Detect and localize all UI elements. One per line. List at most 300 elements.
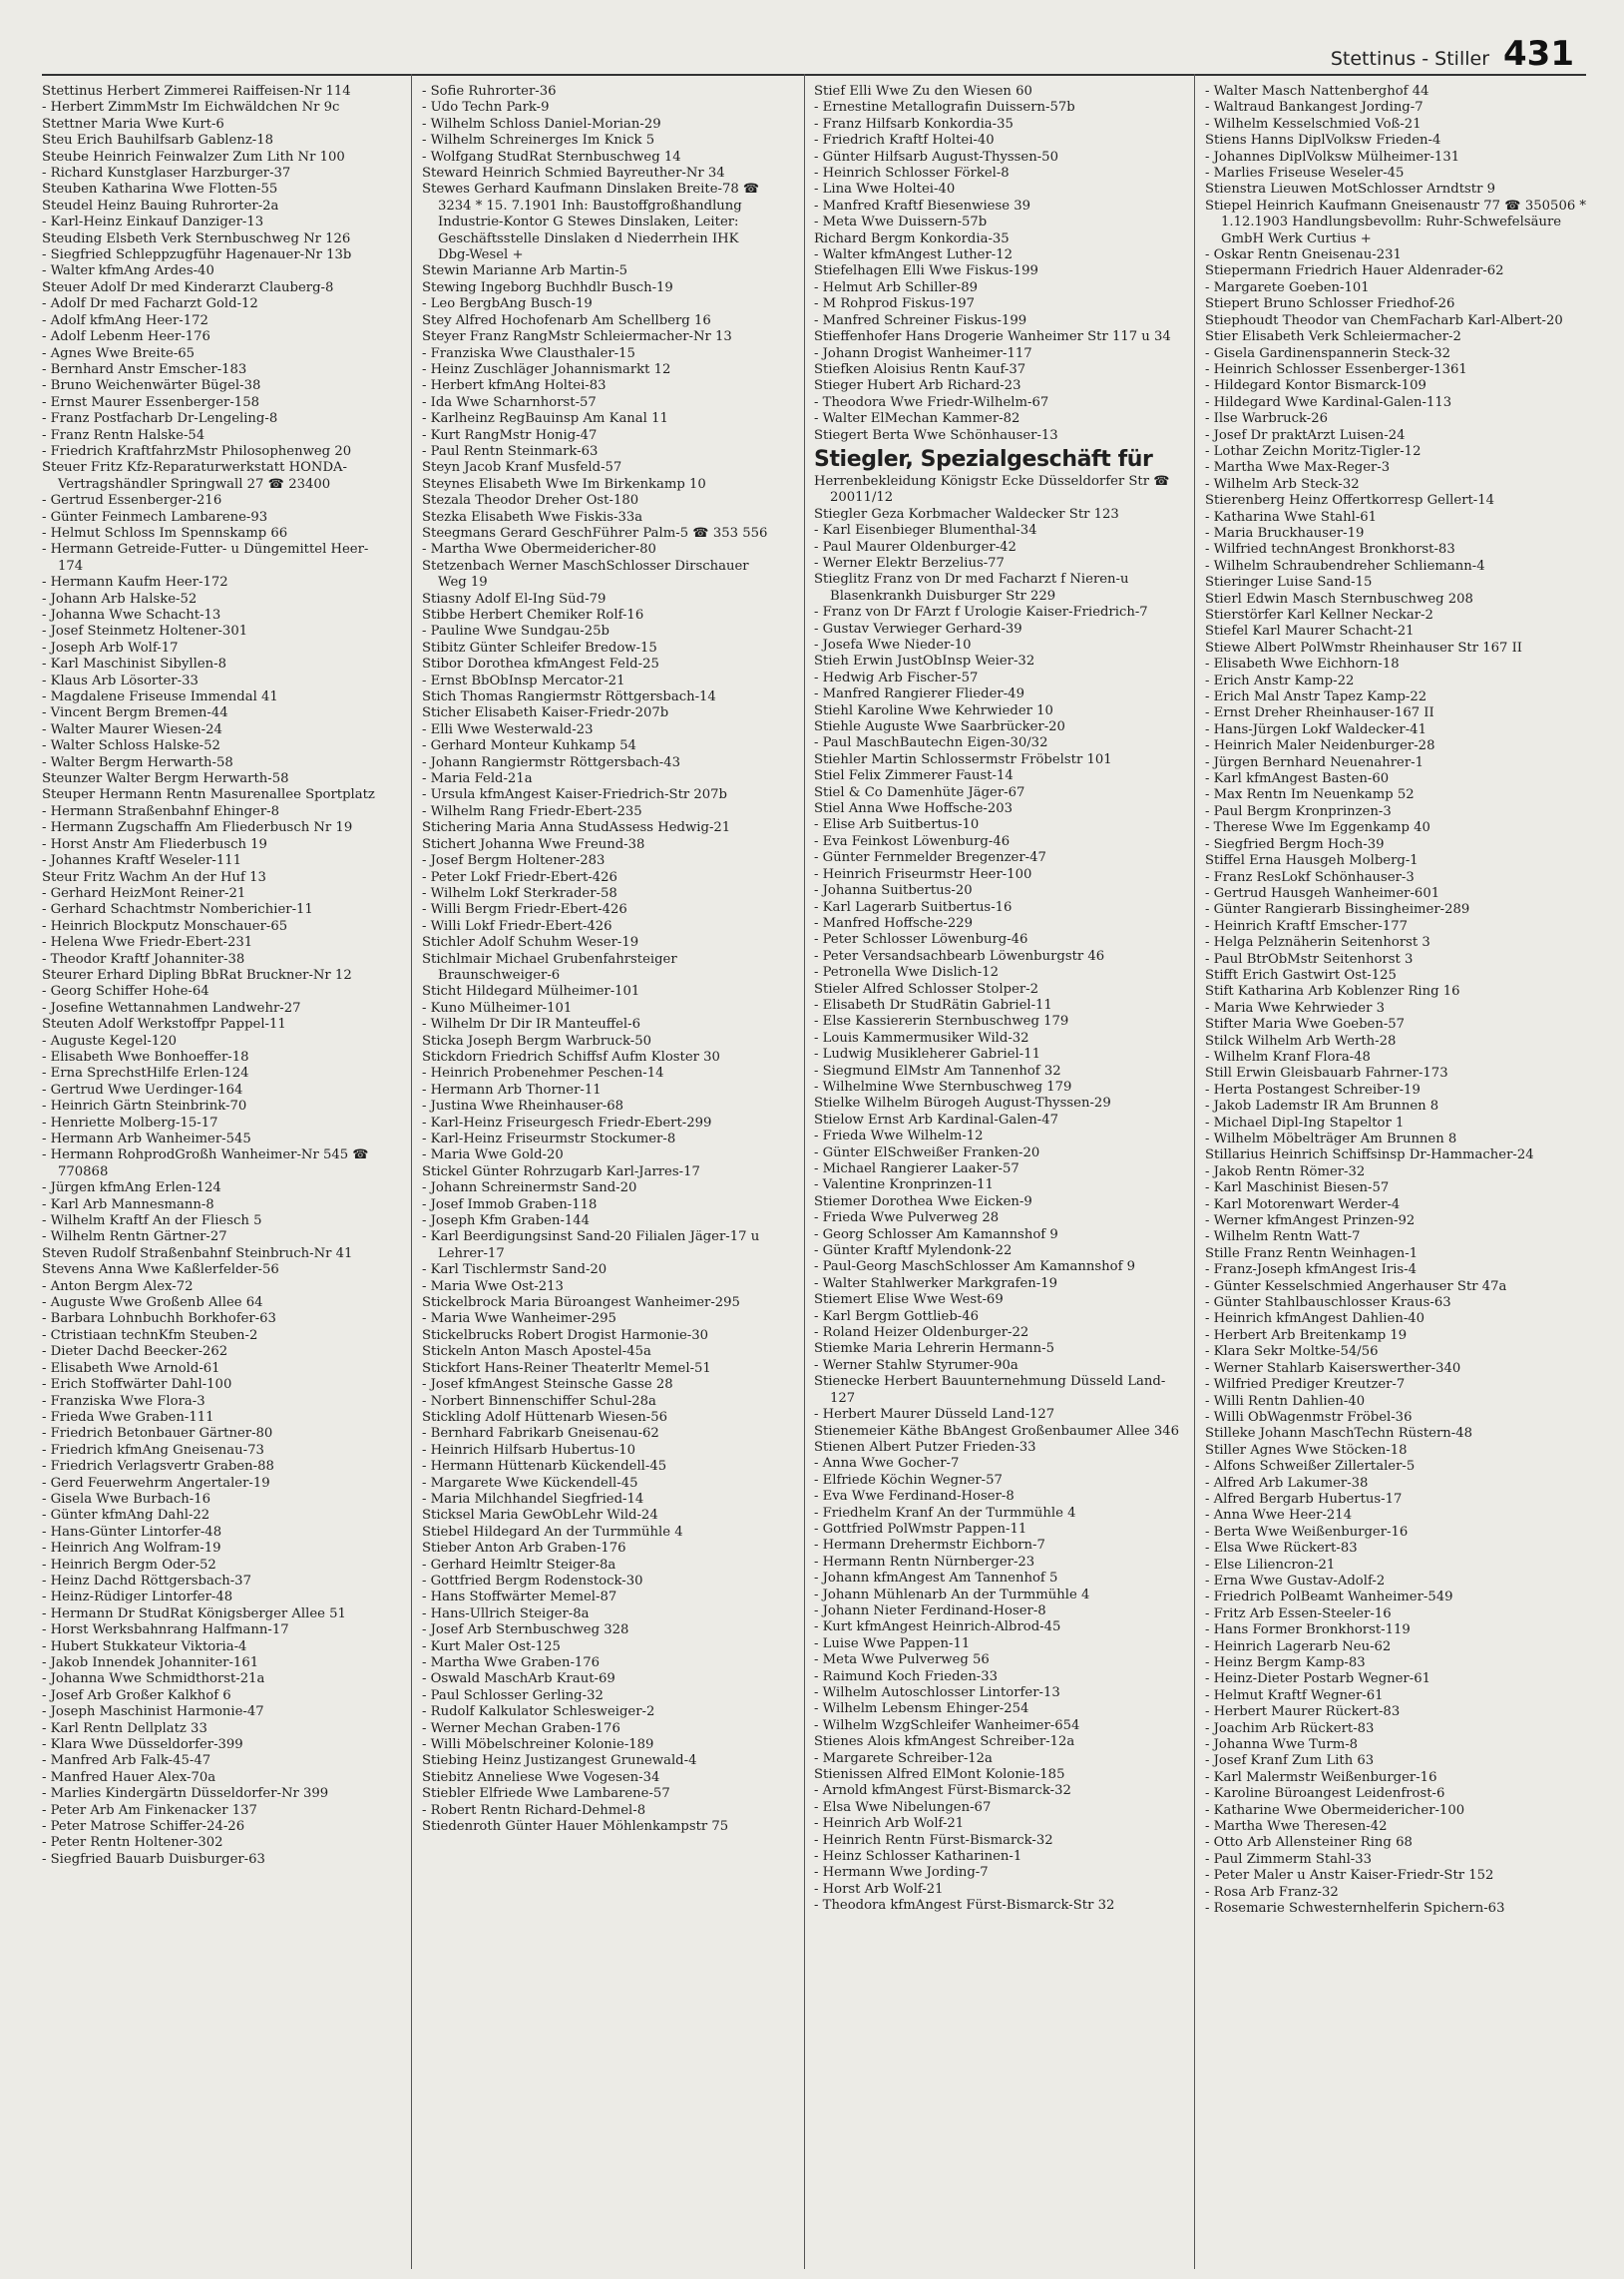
directory-entry: Stiehler Martin Schlossermstr Fröbelstr 101 xyxy=(814,751,1112,767)
directory-entry: - Walter Masch Nattenberghof 44 xyxy=(1205,84,1429,99)
directory-entry: - Frieda Wwe Wilhelm-12 xyxy=(814,1129,984,1144)
directory-entry: - Günter kfmAng Dahl-22 xyxy=(42,1508,210,1524)
directory-entry: Stiepert Bruno Schlosser Friedhof-26 xyxy=(1205,296,1455,312)
directory-entry: Stienecke Herbert Bauunternehmung Düsseld Land-127 xyxy=(814,1374,1166,1406)
directory-entry: - Paul Zimmerm Stahl-33 xyxy=(1205,1851,1373,1867)
directory-entry: - Friedrich PolBeamt Wanheimer-549 xyxy=(1205,1590,1453,1605)
directory-entry: - Erich Anstr Kamp-22 xyxy=(1205,673,1355,688)
directory-entry: - Meta Wwe Pulverweg 56 xyxy=(814,1652,990,1668)
directory-entry: - Elisabeth Wwe Eichhorn-18 xyxy=(1205,657,1400,673)
directory-entry: - Franz Hilfsarb Konkordia-35 xyxy=(814,116,1014,132)
directory-entry: Stielow Ernst Arb Kardinal-Galen-47 xyxy=(814,1112,1058,1128)
directory-entry: - Maria Feld-21a xyxy=(422,771,533,787)
directory-entry: - Paul Rentn Steinmark-63 xyxy=(422,443,599,459)
directory-entry: - Karl kfmAngest Basten-60 xyxy=(1205,771,1390,787)
directory-entry: - Werner Stahlarb Kaiserswerther-340 xyxy=(1205,1360,1461,1376)
directory-entry: Stift Katharina Arb Koblenzer Ring 16 xyxy=(1205,984,1460,1000)
directory-entry: Stiehle Auguste Wwe Saarbrücker-20 xyxy=(814,719,1065,735)
directory-entry: - Günter Stahlbauschlosser Kraus-63 xyxy=(1205,1295,1451,1311)
directory-entry: - Heinrich Bergm Oder-52 xyxy=(42,1557,216,1573)
directory-entry: - Johann Drogist Wanheimer-117 xyxy=(814,345,1032,361)
directory-entry: - Manfred Arb Falk-45-47 xyxy=(42,1753,211,1769)
directory-entry: - Eva Wwe Ferdinand-Hoser-8 xyxy=(814,1489,1015,1505)
directory-entry: - Willi Bergm Friedr-Ebert-426 xyxy=(422,902,627,918)
directory-entry: - Katharine Wwe Obermeidericher-100 xyxy=(1205,1802,1465,1818)
directory-entry: - Joseph Kfm Graben-144 xyxy=(422,1213,591,1229)
directory-entry: - Heinrich Maler Neidenburger-28 xyxy=(1205,738,1435,754)
directory-entry: - Jakob Innendek Johanniter-161 xyxy=(42,1655,259,1670)
directory-entry: - Hermann Dr StudRat Königsberger Allee 51 xyxy=(42,1605,346,1621)
directory-entry: Stiephoudt Theodor van ChemFacharb Karl-Albert-20 xyxy=(1205,312,1563,328)
directory-entry: - Hans Stoffwärter Memel-87 xyxy=(422,1590,617,1605)
directory-entry: - Bruno Weichenwärter Bügel-38 xyxy=(42,378,261,394)
directory-entry: - Johanna Wwe Schmidthorst-21a xyxy=(42,1671,265,1687)
directory-entry: Stettinus Herbert Zimmerei Raiffeisen-Nr 114 xyxy=(42,84,351,99)
directory-entry: - Joseph Arb Wolf-17 xyxy=(42,640,179,656)
directory-entry: Steyer Franz RangMstr Schleiermacher-Nr 13 xyxy=(422,329,732,345)
directory-entry: - Sofie Ruhrorter-36 xyxy=(422,84,557,99)
directory-entry: - Wilhelm Arb Steck-32 xyxy=(1205,476,1360,492)
directory-entry: - Franz von Dr FArzt f Urologie Kaiser-Friedrich-7 xyxy=(814,605,1148,621)
directory-entry: Steven Rudolf Straßenbahnf Steinbruch-Nr 41 xyxy=(42,1245,353,1261)
directory-entry: - Josef Arb Sternbuschweg 328 xyxy=(422,1622,629,1638)
directory-entry: - Willi Lokf Friedr-Ebert-426 xyxy=(422,918,612,934)
directory-entry: Stierstörfer Karl Kellner Neckar-2 xyxy=(1205,608,1433,623)
directory-entry: Sticht Hildegard Mülheimer-101 xyxy=(422,984,640,1000)
directory-entry: - Lothar Zeichn Moritz-Tigler-12 xyxy=(1205,443,1421,459)
directory-entry: - Walter ElMechan Kammer-82 xyxy=(814,411,1020,427)
directory-entry: - Heinrich Probenehmer Peschen-14 xyxy=(422,1066,664,1082)
directory-entry: - Heinz Dachd Röttgersbach-37 xyxy=(42,1573,251,1589)
directory-entry: - Werner Stahlw Styrumer-90a xyxy=(814,1357,1018,1373)
directory-entry: Stetzenbach Werner MaschSchlosser Dirschauer Weg 19 xyxy=(422,558,749,591)
directory-entry: - Josefine Wettannahmen Landwehr-27 xyxy=(42,1000,301,1016)
directory-entry: - Hermann Zugschaffn Am Fliederbusch Nr 19 xyxy=(42,820,353,836)
directory-entry: Richard Bergm Konkordia-35 xyxy=(814,230,1010,246)
directory-entry: - Walter Bergm Herwarth-58 xyxy=(42,754,233,770)
directory-entry: - Friedrich Verlagsvertr Graben-88 xyxy=(42,1459,274,1475)
directory-entry: - Eva Feinkost Löwenburg-46 xyxy=(814,833,1011,849)
directory-entry: - Klaus Arb Lösorter-33 xyxy=(42,673,199,688)
directory-entry: Sticksel Maria GewObLehr Wild-24 xyxy=(422,1508,658,1524)
directory-entry: - Theodor Kraftf Johanniter-38 xyxy=(42,951,245,967)
directory-entry: Steuer Adolf Dr med Kinderarzt Clauberg-8 xyxy=(42,279,334,295)
directory-entry: - Hildegard Kontor Bismarck-109 xyxy=(1205,378,1426,394)
directory-entry: Stiewe Albert PolWmstr Rheinhauser Str 167 II xyxy=(1205,640,1523,656)
directory-entry: - Johannes Kraftf Weseler-111 xyxy=(42,853,242,869)
directory-entry: - Ludwig Musikleherer Gabriel-11 xyxy=(814,1047,1040,1063)
directory-entry: - Gustav Verwieger Gerhard-39 xyxy=(814,621,1022,637)
directory-entry: - Johann Nieter Ferdinand-Hoser-8 xyxy=(814,1602,1046,1618)
directory-entry: - Jakob Rentn Römer-32 xyxy=(1205,1163,1366,1179)
directory-entry: - Barbara Lohnbuchh Borkhofer-63 xyxy=(42,1311,276,1327)
directory-entry: - Peter Versandsachbearb Löwenburgstr 46 xyxy=(814,948,1105,964)
directory-entry: - Johann Arb Halske-52 xyxy=(42,591,198,607)
directory-entry: - Wilhelm Lokf Sterkrader-58 xyxy=(422,885,617,901)
directory-entry: - Maria Wwe Gold-20 xyxy=(422,1147,564,1163)
directory-entry: - Wilfried Prediger Kreutzer-7 xyxy=(1205,1377,1406,1393)
directory-entry: - Jakob Lademstr IR Am Brunnen 8 xyxy=(1205,1099,1439,1115)
directory-entry: - Max Rentn Im Neuenkamp 52 xyxy=(1205,787,1415,803)
directory-entry: Still Erwin Gleisbauarb Fahrner-173 xyxy=(1205,1066,1448,1082)
directory-entry: - Anton Bergm Alex-72 xyxy=(42,1278,194,1294)
directory-entry: - Horst Arb Wolf-21 xyxy=(814,1881,944,1897)
directory-entry: - Walter Schloss Halske-52 xyxy=(42,738,220,754)
directory-entry: - Wilhelm Autoschlosser Lintorfer-13 xyxy=(814,1685,1060,1700)
directory-entry: - Elise Arb Suitbertus-10 xyxy=(814,817,980,833)
directory-entry: - Maria Wwe Ost-213 xyxy=(422,1278,564,1294)
directory-entry: - Elisabeth Wwe Bonhoeffer-18 xyxy=(42,1049,249,1065)
directory-entry: - Hans-Ullrich Steiger-8a xyxy=(422,1605,590,1621)
directory-entry: - Franziska Wwe Clausthaler-15 xyxy=(422,345,635,361)
directory-entry: - Hermann RohprodGroßh Wanheimer-Nr 545 ☎ 770868 xyxy=(42,1147,369,1179)
directory-entry: - Manfred Hoffsche-229 xyxy=(814,915,974,931)
directory-entry: Stichering Maria Anna StudAssess Hedwig-21 xyxy=(422,820,731,836)
directory-entry: - Josef Dr praktArzt Luisen-24 xyxy=(1205,427,1406,443)
directory-entry: - Waltraud Bankangest Jording-7 xyxy=(1205,100,1423,116)
directory-entry: - Rudolf Kalkulator Schlesweiger-2 xyxy=(422,1704,655,1720)
directory-entry: - Justina Wwe Rheinhauser-68 xyxy=(422,1099,623,1115)
directory-entry: - Joachim Arb Rückert-83 xyxy=(1205,1720,1375,1736)
directory-entry: Stiemer Dorothea Wwe Eicken-9 xyxy=(814,1193,1032,1209)
column-divider xyxy=(1194,74,1195,2269)
directory-entry: - Johanna Suitbertus-20 xyxy=(814,883,973,899)
directory-entry: - Paul Schlosser Gerling-32 xyxy=(422,1687,604,1703)
directory-entry: - Gertrud Essenberger-216 xyxy=(42,493,222,509)
directory-entry: - Herbert Arb Breitenkamp 19 xyxy=(1205,1327,1408,1343)
directory-entry: - Wolfgang StudRat Sternbuschweg 14 xyxy=(422,149,681,165)
directory-entry: - Erna SprechstHilfe Erlen-124 xyxy=(42,1066,249,1082)
directory-entry: - Oswald MaschArb Kraut-69 xyxy=(422,1671,615,1687)
directory-entry: Stiedenroth Günter Hauer Möhlenkampstr 75 xyxy=(422,1819,729,1835)
directory-entry: - Katharina Wwe Stahl-61 xyxy=(1205,509,1378,525)
directory-entry: - Ursula kfmAngest Kaiser-Friedrich-Str 207b xyxy=(422,787,727,803)
header-rule xyxy=(42,74,1586,76)
directory-entry: - Elisabeth Dr StudRätin Gabriel-11 xyxy=(814,997,1052,1013)
directory-entry: - Johann kfmAngest Am Tannenhof 5 xyxy=(814,1571,1058,1587)
directory-entry: - Siegfried Bauarb Duisburger-63 xyxy=(42,1851,265,1867)
directory-entry: - Siegfried Bergm Hoch-39 xyxy=(1205,836,1385,852)
directory-entry: - Heinrich Hilfsarb Hubertus-10 xyxy=(422,1442,635,1458)
directory-entry: - Josef kfmAngest Steinsche Gasse 28 xyxy=(422,1377,673,1393)
directory-entry: - Hedwig Arb Fischer-57 xyxy=(814,670,979,685)
directory-entry: Stiebing Heinz Justizangest Grunewald-4 xyxy=(422,1753,697,1769)
directory-entry: Stieger Hubert Arb Richard-23 xyxy=(814,378,1021,394)
column-divider xyxy=(411,74,412,2269)
directory-entry: - Alfons Schweißer Zillertaler-5 xyxy=(1205,1459,1416,1475)
directory-entry: - Karl Maschinist Biesen-57 xyxy=(1205,1180,1390,1196)
page-number: 431 xyxy=(1503,34,1574,74)
directory-entry: - Maria Milchhandel Siegfried-14 xyxy=(422,1491,644,1507)
directory-entry: - Else Liliencron-21 xyxy=(1205,1557,1336,1573)
directory-entry: - Marlies Friseuse Weseler-45 xyxy=(1205,166,1405,182)
directory-entry: - Anna Wwe Heer-214 xyxy=(1205,1508,1353,1524)
directory-entry: - Ernst BbObInsp Mercator-21 xyxy=(422,673,625,688)
directory-entry: Steuper Hermann Rentn Masurenallee Sportplatz xyxy=(42,787,375,803)
directory-entry: - Karl-Heinz Friseurmstr Stockumer-8 xyxy=(422,1132,676,1146)
page-header xyxy=(1331,34,1574,74)
directory-entry: - Richard Kunstglaser Harzburger-37 xyxy=(42,166,291,182)
directory-entry: Steuben Katharina Wwe Flotten-55 xyxy=(42,182,278,198)
directory-entry: - Frieda Wwe Graben-111 xyxy=(42,1409,214,1425)
directory-entry: - Udo Techn Park-9 xyxy=(422,100,550,116)
directory-entry: - Karl Rentn Dellplatz 33 xyxy=(42,1720,207,1736)
directory-entry: - Klara Wwe Düsseldorfer-399 xyxy=(42,1737,243,1753)
directory-entry: - Robert Rentn Richard-Dehmel-8 xyxy=(422,1802,646,1818)
directory-entry: - Wilhelm Rentn Gärtner-27 xyxy=(42,1229,227,1245)
directory-entry: - Georg Schlosser Am Kamannshof 9 xyxy=(814,1226,1058,1242)
directory-entry: Stiebler Elfriede Wwe Lambarene-57 xyxy=(422,1786,670,1802)
directory-entry: - Karl Tischlermstr Sand-20 xyxy=(422,1262,608,1278)
directory-entry: - Gerhard HeizMont Reiner-21 xyxy=(42,885,246,901)
directory-entry: - Peter Arb Am Finkenacker 137 xyxy=(42,1802,257,1818)
directory-entry: - Margarete Goeben-101 xyxy=(1205,279,1370,295)
directory-entry: - Franz ResLokf Schönhauser-3 xyxy=(1205,869,1415,885)
directory-entry: - Peter Rentn Holtener-302 xyxy=(42,1835,223,1851)
directory-entry: Steyn Jacob Kranf Musfeld-57 xyxy=(422,460,622,476)
directory-entry: - Josefa Wwe Nieder-10 xyxy=(814,638,972,653)
directory-entry: - Anna Wwe Gocher-7 xyxy=(814,1456,960,1472)
directory-entry: Stienemeier Käthe BbAngest Großenbaumer Allee 346 xyxy=(814,1423,1180,1439)
directory-entry: - Manfred Hauer Alex-70a xyxy=(42,1769,216,1785)
directory-entry: - Günter Rangierarb Bissingheimer-289 xyxy=(1205,902,1470,918)
directory-entry: - Gerhard Heimltr Steiger-8a xyxy=(422,1557,616,1573)
directory-entry: - Heinrich Gärtn Steinbrink-70 xyxy=(42,1099,247,1115)
directory-entry: - Ctristiaan technKfm Steuben-2 xyxy=(42,1327,258,1343)
column-3 xyxy=(814,84,1187,2269)
column-divider xyxy=(804,74,805,2269)
directory-entry: - Karl Motorenwart Werder-4 xyxy=(1205,1196,1401,1212)
running-head: Stettinus - Stiller xyxy=(1330,48,1490,70)
directory-entry: - Frieda Wwe Pulverweg 28 xyxy=(814,1210,1000,1226)
directory-entry: - Wilhelm Möbelträger Am Brunnen 8 xyxy=(1205,1132,1457,1146)
directory-entry: Stiepel Heinrich Kaufmann Gneisenaustr 77 ☎ 350506 * 1.12.1903 Handlungsbevollm: Ruhr-Schwefelsäure GmbH Werk Curtius + xyxy=(1205,198,1586,246)
directory-entry: - Michael Rangierer Laaker-57 xyxy=(814,1161,1019,1176)
directory-entry: - Hans Former Bronkhorst-119 xyxy=(1205,1622,1411,1638)
directory-entry: Stienen Albert Putzer Frieden-33 xyxy=(814,1439,1036,1455)
directory-entry: Stich Thomas Rangiermstr Röttgersbach-14 xyxy=(422,689,716,705)
directory-entry: - Herbert ZimmMstr Im Eichwäldchen Nr 9c xyxy=(42,100,340,116)
directory-entry: - Walter Maurer Wiesen-24 xyxy=(42,721,222,737)
directory-entry: - Günter Kraftf Mylendonk-22 xyxy=(814,1243,1013,1259)
directory-entry: Stezka Elisabeth Wwe Fiskis-33a xyxy=(422,509,643,525)
directory-entry: - Karl Malermstr Weißenburger-16 xyxy=(1205,1769,1437,1785)
directory-entry: Stiefel Karl Maurer Schacht-21 xyxy=(1205,624,1415,640)
directory-entry: - Heinrich Lagerarb Neu-62 xyxy=(1205,1638,1392,1654)
directory-entry: - Martha Wwe Max-Reger-3 xyxy=(1205,460,1391,476)
directory-entry: - Elfriede Köchin Wegner-57 xyxy=(814,1472,1003,1488)
directory-entry: - Elsa Wwe Nibelungen-67 xyxy=(814,1799,992,1815)
directory-entry: Stiegler Geza Korbmacher Waldecker Str 123 xyxy=(814,506,1119,522)
directory-entry: - Gertrud Wwe Uerdinger-164 xyxy=(42,1082,243,1098)
directory-entry: - Kurt RangMstr Honig-47 xyxy=(422,427,598,443)
directory-entry: - Friedrich Betonbauer Gärtner-80 xyxy=(42,1426,273,1442)
directory-entry: - Friedrich Kraftf Holtei-40 xyxy=(814,133,995,149)
directory-entry: - Magdalene Friseuse Immendal 41 xyxy=(42,689,278,705)
directory-entry: - Hermann Drehermstr Eichborn-7 xyxy=(814,1538,1045,1554)
directory-entry: - Luise Wwe Pappen-11 xyxy=(814,1635,971,1651)
directory-entry: Stiller Agnes Wwe Stöcken-18 xyxy=(1205,1442,1408,1458)
directory-entry: - Manfred Schreiner Fiskus-199 xyxy=(814,312,1027,328)
directory-entry: - Arnold kfmAngest Fürst-Bismarck-32 xyxy=(814,1783,1071,1799)
directory-entry: - Josef Bergm Holtener-283 xyxy=(422,853,606,869)
directory-entry: - Johann Schreinermstr Sand-20 xyxy=(422,1180,637,1196)
directory-entry: Stieringer Luise Sand-15 xyxy=(1205,575,1373,591)
directory-entry: Stiens Hanns DiplVolksw Frieden-4 xyxy=(1205,133,1441,149)
column-1 xyxy=(42,84,387,2269)
directory-entry: - Willi ObWagenmstr Fröbel-36 xyxy=(1205,1409,1413,1425)
directory-entry: Steward Heinrich Schmied Bayreuther-Nr 34 xyxy=(422,166,725,182)
directory-entry: - M Rohprod Fiskus-197 xyxy=(814,296,976,312)
directory-entry: - Erna Wwe Gustav-Adolf-2 xyxy=(1205,1573,1386,1589)
directory-entry: - Fritz Arb Essen-Steeler-16 xyxy=(1205,1605,1392,1621)
directory-entry: Stichert Johanna Wwe Freund-38 xyxy=(422,836,645,852)
directory-entry: - Karl Bergm Gottlieb-46 xyxy=(814,1308,980,1324)
directory-entry: - Michael Dipl-Ing Stapeltor 1 xyxy=(1205,1115,1405,1131)
directory-entry: - Karl-Heinz Friseurgesch Friedr-Ebert-299 xyxy=(422,1115,712,1131)
directory-entry: - Heinz Schlosser Katharinen-1 xyxy=(814,1849,1022,1865)
directory-entry: - Gisela Wwe Burbach-16 xyxy=(42,1491,210,1507)
directory-entry: Stifter Maria Wwe Goeben-57 xyxy=(1205,1017,1406,1033)
directory-entry: Stewing Ingeborg Buchhdlr Busch-19 xyxy=(422,279,673,295)
directory-entry: - Josef Arb Großer Kalkhof 6 xyxy=(42,1687,231,1703)
directory-entry: Stey Alfred Hochofenarb Am Schellberg 16 xyxy=(422,312,711,328)
directory-entry: - Helmut Kraftf Wegner-61 xyxy=(1205,1687,1384,1703)
directory-entry: - Gerd Feuerwehrm Angertaler-19 xyxy=(42,1475,270,1491)
directory-entry: Stickel Günter Rohrzugarb Karl-Jarres-17 xyxy=(422,1163,700,1179)
directory-entry: - Gisela Gardinenspannerin Steck-32 xyxy=(1205,345,1450,361)
directory-entry: - Herbert Maurer Düsseld Land-127 xyxy=(814,1407,1055,1423)
directory-entry: - Bernhard Anstr Emscher-183 xyxy=(42,361,247,377)
directory-entry: - Peter Lokf Friedr-Ebert-426 xyxy=(422,869,617,885)
directory-entry: - Karl-Heinz Einkauf Danziger-13 xyxy=(42,215,264,230)
directory-entry: - Günter Feinmech Lambarene-93 xyxy=(42,509,268,525)
directory-entry: - Karl Arb Mannesmann-8 xyxy=(42,1196,214,1212)
directory-columns xyxy=(42,84,1586,2269)
directory-entry: Herrenbekleidung Königstr Ecke Düsseldorfer Str ☎ 20011/12 xyxy=(814,473,1170,506)
directory-entry: - Helena Wwe Friedr-Ebert-231 xyxy=(42,935,253,951)
directory-entry: - Siegmund ElMstr Am Tannenhof 32 xyxy=(814,1063,1061,1079)
directory-entry: - Herbert Maurer Rückert-83 xyxy=(1205,1704,1401,1720)
directory-entry: Stewin Marianne Arb Martin-5 xyxy=(422,263,628,279)
directory-entry: - Kuno Mülheimer-101 xyxy=(422,1000,573,1016)
directory-entry: - Martha Wwe Obermeidericher-80 xyxy=(422,542,656,558)
directory-entry: - Heinz-Dieter Postarb Wegner-61 xyxy=(1205,1671,1430,1687)
directory-entry: Stiehl Karoline Wwe Kehrwieder 10 xyxy=(814,702,1053,718)
directory-entry: Stibitz Günter Schleifer Bredow-15 xyxy=(422,640,657,656)
directory-entry: Stiel Anna Wwe Hoffsche-203 xyxy=(814,801,1014,817)
directory-entry: - Oskar Rentn Gneisenau-231 xyxy=(1205,247,1402,263)
directory-entry: - Valentine Kronprinzen-11 xyxy=(814,1177,994,1193)
directory-entry: - Auguste Wwe Großenb Allee 64 xyxy=(42,1295,263,1311)
directory-entry: Stief Elli Wwe Zu den Wiesen 60 xyxy=(814,84,1032,99)
directory-entry: Stilck Wilhelm Arb Werth-28 xyxy=(1205,1033,1397,1049)
directory-entry: - Franz-Joseph kfmAngest Iris-4 xyxy=(1205,1262,1418,1278)
directory-entry: Stiefken Aloisius Rentn Kauf-37 xyxy=(814,361,1026,377)
directory-entry: - Erich Stoffwärter Dahl-100 xyxy=(42,1377,232,1393)
directory-entry: Stifft Erich Gastwirt Ost-125 xyxy=(1205,967,1397,983)
directory-entry: - Therese Wwe Im Eggenkamp 40 xyxy=(1205,820,1430,836)
directory-entry: Steuten Adolf Werkstoffpr Pappel-11 xyxy=(42,1017,286,1033)
directory-entry: - Heinrich Ang Wolfram-19 xyxy=(42,1541,221,1557)
column-4 xyxy=(1205,84,1586,2269)
directory-entry: - Elli Wwe Westerwald-23 xyxy=(422,721,594,737)
directory-entry: Stiefelhagen Elli Wwe Fiskus-199 xyxy=(814,263,1038,279)
directory-entry: - Franz Rentn Halske-54 xyxy=(42,427,205,443)
directory-entry: - Heinrich Arb Wolf-21 xyxy=(814,1816,965,1832)
directory-entry: - Hermann Hüttenarb Kückendell-45 xyxy=(422,1459,667,1475)
directory-entry: - Johann Rangiermstr Röttgersbach-43 xyxy=(422,754,681,770)
directory-entry: - Martha Wwe Graben-176 xyxy=(422,1655,601,1670)
directory-entry: Steudel Heinz Bauing Ruhrorter-2a xyxy=(42,198,279,214)
directory-entry: - Raimund Koch Frieden-33 xyxy=(814,1668,999,1684)
directory-entry: Stiel & Co Damenhüte Jäger-67 xyxy=(814,784,1025,800)
directory-entry: - Norbert Binnenschiffer Schul-28a xyxy=(422,1393,656,1409)
directory-entry: - Theodora Wwe Friedr-Wilhelm-67 xyxy=(814,394,1049,410)
directory-entry: - Manfred Rangierer Flieder-49 xyxy=(814,686,1024,702)
directory-entry: - Helmut Schloss Im Spennskamp 66 xyxy=(42,525,288,541)
directory-entry: Steuer Fritz Kfz-Reparaturwerkstatt HONDA-Vertragshändler Springwall 27 ☎ 23400 xyxy=(42,460,347,492)
directory-entry: - Friedrich kfmAng Gneisenau-73 xyxy=(42,1442,264,1458)
directory-entry: - Johann Mühlenarb An der Turmmühle 4 xyxy=(814,1587,1090,1602)
directory-entry: - Martha Wwe Theresen-42 xyxy=(1205,1819,1388,1835)
directory-entry: - Rosemarie Schwesternhelferin Spichern-63 xyxy=(1205,1901,1505,1917)
directory-entry: Steegmans Gerard GeschFührer Palm-5 ☎ 353 556 xyxy=(422,525,768,541)
directory-entry: - Günter Kesselschmied Angerhauser Str 47a xyxy=(1205,1278,1507,1294)
directory-entry: Stille Franz Rentn Weinhagen-1 xyxy=(1205,1245,1419,1261)
directory-entry: Steunzer Walter Bergm Herwarth-58 xyxy=(42,771,289,787)
directory-entry: - Auguste Kegel-120 xyxy=(42,1033,178,1049)
directory-entry: - Wilhelm Lebensm Ehinger-254 xyxy=(814,1701,1029,1717)
directory-entry: - Otto Arb Allensteiner Ring 68 xyxy=(1205,1835,1413,1851)
directory-entry: - Elsa Wwe Rückert-83 xyxy=(1205,1541,1358,1557)
directory-entry: Stettner Maria Wwe Kurt-6 xyxy=(42,116,224,132)
directory-entry: - Helga Pelznäherin Seitenhorst 3 xyxy=(1205,935,1430,951)
directory-entry: - Maria Wwe Wanheimer-295 xyxy=(422,1311,616,1327)
directory-entry: Stilleke Johann MaschTechn Rüstern-48 xyxy=(1205,1426,1473,1442)
directory-entry: - Else Kassiererin Sternbuschweg 179 xyxy=(814,1014,1069,1030)
directory-entry: - Johannes DiplVolksw Mülheimer-131 xyxy=(1205,149,1460,165)
directory-entry: - Karoline Büroangest Leidenfrost-6 xyxy=(1205,1786,1445,1802)
directory-entry: Stieglitz Franz von Dr med Facharzt f Nieren-u Blasenkrankh Duisburger Str 229 xyxy=(814,572,1129,604)
directory-entry: - Wilhelm Schreinerges Im Knick 5 xyxy=(422,133,655,149)
directory-entry: Steurer Erhard Dipling BbRat Bruckner-Nr 12 xyxy=(42,967,352,983)
directory-entry: - Karl Lagerarb Suitbertus-16 xyxy=(814,899,1013,915)
directory-entry: - Dieter Dachd Beecker-262 xyxy=(42,1344,228,1360)
directory-entry: - Ernst Dreher Rheinhauser-167 II xyxy=(1205,705,1434,721)
directory-entry: Stiemert Elise Wwe West-69 xyxy=(814,1292,1004,1308)
directory-entry: Stickfort Hans-Reiner Theaterltr Memel-51 xyxy=(422,1360,711,1376)
directory-entry: - Karlheinz RegBauinsp Am Kanal 11 xyxy=(422,411,668,427)
directory-entry: - Peter Schlosser Löwenburg-46 xyxy=(814,932,1028,948)
directory-entry: Stickling Adolf Hüttenarb Wiesen-56 xyxy=(422,1409,668,1425)
directory-entry: - Wilhelm Kesselschmied Voß-21 xyxy=(1205,116,1421,132)
directory-entry: - Adolf kfmAng Heer-172 xyxy=(42,312,208,328)
directory-entry: - Siegfried Schleppzugführ Hagenauer-Nr 13b xyxy=(42,247,352,263)
directory-entry: - Paul Bergm Kronprinzen-3 xyxy=(1205,803,1392,819)
directory-entry: Stierenberg Heinz Offertkorresp Gellert-14 xyxy=(1205,493,1495,509)
directory-entry: - Hermann Straßenbahnf Ehinger-8 xyxy=(42,803,279,819)
directory-entry: Stienissen Alfred ElMont Kolonie-185 xyxy=(814,1767,1065,1783)
directory-entry: Steube Heinrich Feinwalzer Zum Lith Nr 100 xyxy=(42,149,345,165)
directory-entry: - Roland Heizer Oldenburger-22 xyxy=(814,1325,1029,1341)
directory-entry: - Franz Postfacharb Dr-Lengeling-8 xyxy=(42,411,278,427)
directory-entry: - Wilhelmine Wwe Sternbuschweg 179 xyxy=(814,1079,1072,1095)
directory-entry: - Adolf Lebenm Heer-176 xyxy=(42,329,210,345)
directory-entry: Steur Fritz Wachm An der Huf 13 xyxy=(42,869,266,885)
directory-entry: - Henriette Molberg-15-17 xyxy=(42,1115,218,1131)
directory-entry: - Paul-Georg MaschSchlosser Am Kamannshof 9 xyxy=(814,1259,1136,1275)
